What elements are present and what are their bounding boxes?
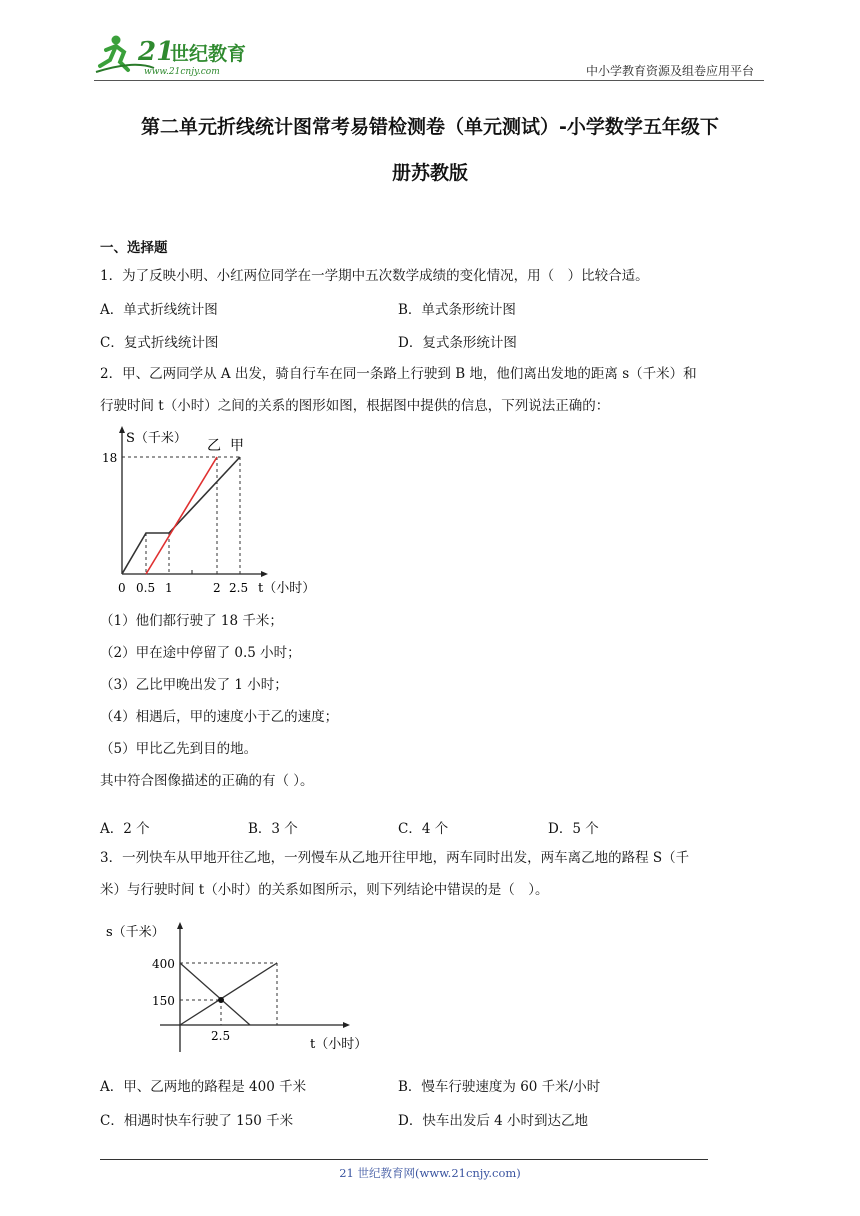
q1-option-a: A．单式折线统计图	[100, 302, 218, 318]
logo-url: www.21cnjy.com	[144, 67, 220, 77]
q2-tick-2: 2	[213, 581, 221, 595]
site-logo	[94, 30, 264, 78]
q3-x-label: t（小时）	[310, 1037, 368, 1052]
q2-option-c: C．4 个	[398, 821, 449, 837]
q1-option-d: D．复式条形统计图	[398, 335, 517, 351]
header-divider	[94, 80, 764, 81]
q3-option-b: B．慢车行驶速度为 60 千米/小时	[398, 1079, 601, 1095]
title-line-2: 册苏教版	[391, 162, 468, 184]
q3-y-arrow	[177, 922, 183, 929]
q2-label-yi: 乙	[207, 438, 221, 454]
q2-statements	[100, 605, 764, 797]
title-line-1: 第二单元折线统计图常考易错检测卷（单元测试）-小学数学五年级下	[141, 116, 719, 138]
footer-text: 21 世纪教育网(www.21cnjy.com)	[339, 1166, 521, 1180]
q2-ask: 其中符合图像描述的正确的有（ ）。	[100, 773, 314, 789]
q3-stem-line-2: 米）与行驶时间 t（小时）的关系如图所示，则下列结论中错误的是（ ）。	[100, 882, 549, 898]
q2-x-label: t（小时）	[258, 581, 316, 596]
q3-meeting-point	[218, 997, 224, 1003]
q1-option-c: C．复式折线统计图	[100, 335, 219, 351]
q2-tick-1: 1	[165, 581, 173, 595]
q2-label-jia: 甲	[230, 438, 244, 454]
q2-tick-18: 18	[102, 451, 118, 465]
page-title	[94, 104, 766, 196]
q2-tick-0: 0	[118, 581, 126, 595]
q2-y-arrow	[119, 426, 125, 433]
q2-statement-2: （2）甲在途中停留了 0.5 小时；	[100, 645, 301, 661]
q2-tick-05: 0.5	[136, 581, 156, 595]
q3-tick-400: 400	[152, 957, 175, 971]
q3-line-slow	[180, 963, 277, 1025]
q3-stem-line-1: 3．一列快车从甲地开往乙地，一列慢车从乙地开往甲地，两车同时出发，两车离乙地的路程 S（千	[100, 850, 690, 866]
q2-statement-4: （4）相遇后，甲的速度小于乙的速度；	[100, 709, 339, 725]
q2-option-d: D．5 个	[548, 821, 599, 837]
question-3-stem	[100, 842, 764, 906]
q3-tick-25: 2.5	[211, 1029, 231, 1043]
q3-option-a: A．甲、乙两地的路程是 400 千米	[100, 1079, 307, 1095]
logo-number: 21	[138, 37, 175, 67]
q3-tick-150: 150	[152, 994, 175, 1008]
q2-statement-5: （5）甲比乙先到目的地。	[100, 741, 258, 757]
q1-option-b: B．单式条形统计图	[398, 302, 516, 318]
header-platform-text: 中小学教育资源及组卷应用平台	[585, 64, 754, 78]
q3-y-label: s（千米）	[106, 925, 165, 940]
q3-line-fast	[180, 963, 250, 1025]
q2-x-arrow	[261, 571, 268, 577]
q2-distance-time-graph	[98, 424, 338, 604]
question-2-stem	[100, 358, 764, 422]
q3-x-arrow	[343, 1022, 350, 1028]
q2-option-a: A．2 个	[100, 821, 150, 837]
q2-tick-25: 2.5	[229, 581, 249, 595]
q2-statement-1: （1）他们都行驶了 18 千米；	[100, 613, 283, 629]
question-1-stem: 1．为了反映小明、小红两位同学在一学期中五次数学成绩的变化情况，用（ ）比较合适。	[100, 268, 649, 284]
q2-stem-line-1: 2．甲、乙两同学从 A 出发，骑自行车在同一条路上行驶到 B 地，他们离出发地的距离 s（千米）和	[100, 366, 697, 382]
q2-statement-3: （3）乙比甲晚出发了 1 小时；	[100, 677, 288, 693]
q2-stem-line-2: 行驶时间 t（小时）之间的关系的图形如图，根据图中提供的信息，下列说法正确的：	[100, 398, 610, 414]
q2-line-yi	[146, 457, 217, 574]
q3-distance-time-graph	[100, 916, 380, 1058]
q3-option-d: D．快车出发后 4 小时到达乙地	[398, 1113, 588, 1129]
q3-option-c: C．相遇时快车行驶了 150 千米	[100, 1113, 294, 1129]
footer-divider	[100, 1159, 708, 1160]
q2-option-b: B．3 个	[248, 821, 298, 837]
section-heading: 一、选择题	[100, 240, 168, 256]
logo-text: 世纪教育	[170, 43, 247, 65]
q2-y-label: S（千米）	[126, 431, 187, 446]
